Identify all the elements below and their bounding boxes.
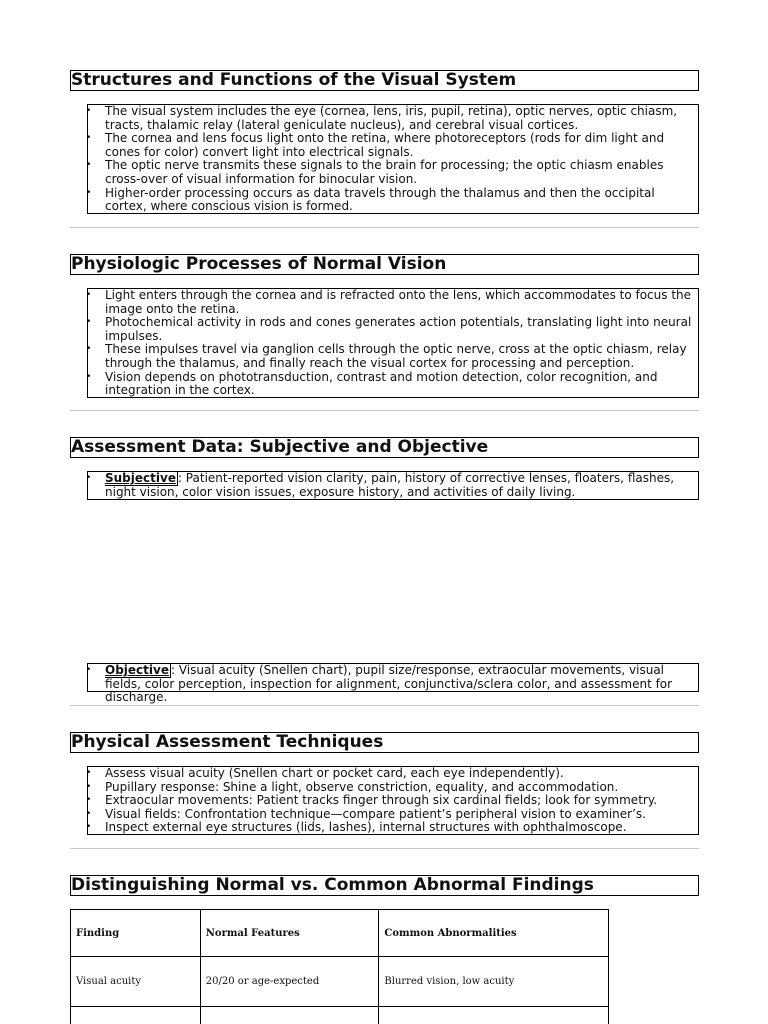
section-divider [70,848,699,849]
table-cell: Visual acuity [71,957,201,1007]
list-item: • Higher-order processing occurs as data travels through the thalamus and then the occipital cortex, where conscious vision is formed. [88,187,698,214]
list-item-objective [88,664,698,705]
section-divider [70,705,699,706]
list-item: • The visual system includes the eye (cornea, lens, iris, pupil, retina), optic nerves, optic chiasm, tracts, thalamic relay (lateral geniculate nucleus), and cerebral visual cortices. [88,105,698,132]
table-cell: 20/20 or age-expected [200,957,379,1007]
list-item: • The optic nerve transmits these signals to the brain for processing; the optic chiasm enables cross-over of visual information for binocular vision. [88,159,698,186]
table-cell: Blurred vision, low acuity [379,957,609,1007]
list-item: • Extraocular movements: Patient tracks finger through six cardinal fields; look for symmetry. [88,794,698,808]
table-header-cell: Common Abnormalities [379,910,609,957]
list-item: • Inspect external eye structures (lids, lashes), internal structures with ophthalmoscope. [88,821,698,835]
list-item: • Pupillary response: Shine a light, observe constriction, equality, and accommodation. [88,781,698,795]
list-item: • Vision depends on phototransduction, contrast and motion detection, color recognition, and integration in the cortex. [88,371,698,398]
table-header-row [71,910,609,957]
table-header-cell: Finding [71,910,201,957]
bullet-list-structures [87,104,699,214]
section-heading-structures: Structures and Functions of the Visual System [70,70,699,91]
objective-text: : Visual acuity (Snellen chart), pupil size/response, extraocular movements, visual fields, color perception, inspection for alignment, conjunctiva/sclera color, and assessment for discharge. [105,663,673,705]
findings-table [70,909,609,1024]
objective-label: Objective [105,663,169,677]
subjective-label: Subjective [105,471,176,485]
section-heading-assessment: Assessment Data: Subjective and Objective [70,437,699,458]
list-item: • Assess visual acuity (Snellen chart or pocket card, each eye independently). [88,767,698,781]
list-item-subjective [88,472,698,499]
table-row [71,957,609,1007]
section-divider [70,410,699,411]
subjective-text: : Patient-reported vision clarity, pain, history of corrective lenses, floaters, flashes, night vision, color vision issues, exposure history, and activities of daily living. [105,471,675,499]
table-header-cell: Normal Features [200,910,379,957]
list-item: • These impulses travel via ganglion cells through the optic nerve, cross at the optic chiasm, relay through the thalamus, and finally reach the visual cortex for processing and perception. [88,343,698,370]
objective-box [87,663,699,705]
section-heading-physiologic: Physiologic Processes of Normal Vision [70,254,699,275]
table-cell [379,1007,609,1024]
list-item: • Light enters through the cornea and is refracted onto the lens, which accommodates to focus the image onto the retina. [88,289,698,316]
table-cell [71,1007,201,1024]
table-cell [200,1007,379,1024]
list-item: • The cornea and lens focus light onto the retina, where photoreceptors (rods for dim light and cones for color) convert light into electrical signals. [88,132,698,159]
section-heading-findings: Distinguishing Normal vs. Common Abnormal Findings [70,875,699,896]
table-row [71,1007,609,1024]
list-item: • Photochemical activity in rods and cones generates action potentials, translating light into neural impulses. [88,316,698,343]
list-item: • Visual fields: Confrontation technique—compare patient’s peripheral vision to examiner’s. [88,808,698,822]
section-divider [70,227,699,228]
bullet-list-physiologic [87,288,699,398]
subjective-box [87,471,699,500]
section-heading-physical: Physical Assessment Techniques [70,732,699,753]
bullet-list-physical [87,766,699,835]
